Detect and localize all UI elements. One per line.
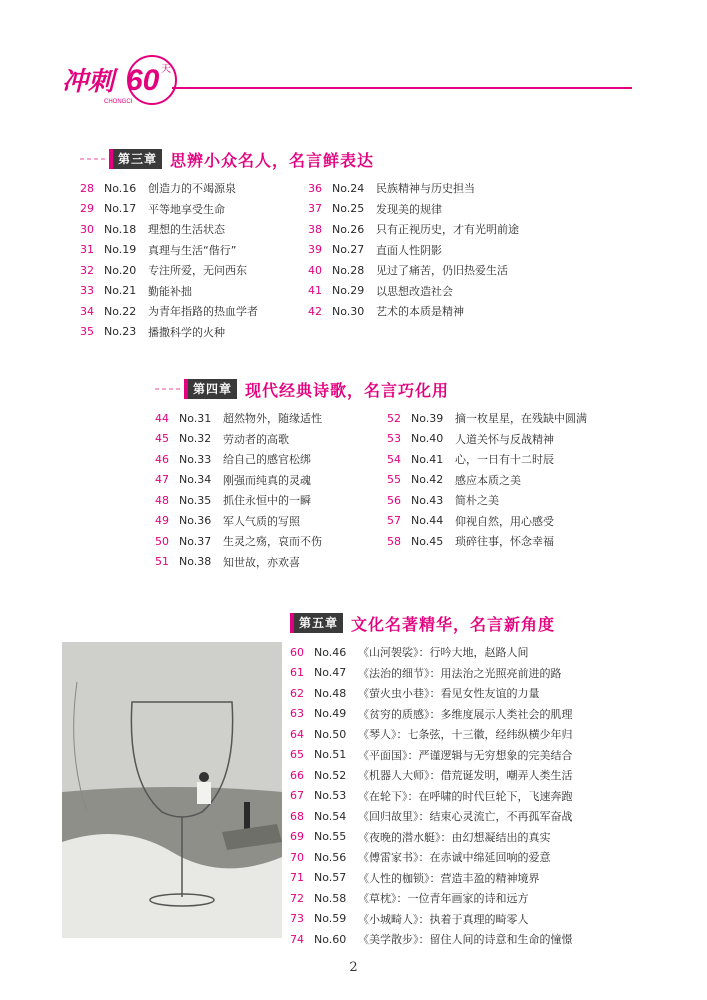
- toc-number: No.57: [314, 871, 347, 885]
- toc-title: 平等地享受生命: [148, 202, 225, 216]
- toc-title: 创造力的不竭源泉: [148, 182, 236, 196]
- toc-page: 51: [155, 555, 169, 569]
- toc-page: 29: [80, 202, 94, 216]
- toc-page: 64: [290, 727, 304, 741]
- toc-entry[interactable]: [290, 786, 573, 807]
- toc-page: 40: [308, 263, 322, 277]
- toc-entry[interactable]: [290, 909, 573, 930]
- toc-title: 超然物外，随缘适性: [223, 412, 322, 426]
- toc-entry[interactable]: [308, 199, 519, 220]
- toc-title: 摘一枚星星，在残缺中圆满: [455, 412, 587, 426]
- toc-page: 73: [290, 912, 304, 926]
- toc-page: 41: [308, 284, 322, 298]
- toc-page: 32: [80, 263, 94, 277]
- toc-page: 72: [290, 891, 304, 905]
- toc-entry[interactable]: [155, 490, 387, 511]
- toc-title: 《美学散步》：留住人间的诗意和生命的憧憬: [358, 933, 573, 947]
- toc-page: 42: [308, 304, 322, 318]
- toc-title: 《傅雷家书》：在赤诚中绵延回响的爱意: [358, 851, 551, 865]
- toc-number: No.55: [314, 830, 347, 844]
- toc-page: 67: [290, 789, 304, 803]
- toc-entry[interactable]: [290, 765, 573, 786]
- wine-glass-illustration: [62, 642, 282, 938]
- toc-title: 专注所爱，无问西东: [148, 264, 247, 278]
- toc-entry[interactable]: [155, 511, 387, 532]
- toc-title: 刚强而纯真的灵魂: [223, 473, 311, 487]
- toc-entry[interactable]: [155, 470, 387, 491]
- toc-entry[interactable]: [290, 827, 573, 848]
- toc-entry[interactable]: [290, 724, 573, 745]
- toc-number: No.41: [411, 452, 444, 466]
- toc-title: 艺术的本质是精神: [376, 305, 464, 319]
- chapter-3: [80, 146, 519, 342]
- toc-number: No.39: [411, 411, 444, 425]
- toc-entry[interactable]: [155, 408, 387, 429]
- toc-entry[interactable]: [387, 531, 587, 552]
- toc-title: 播撒科学的火种: [148, 325, 225, 339]
- toc-entry[interactable]: [155, 552, 387, 573]
- toc-number: No.31: [179, 411, 212, 425]
- toc-number: No.58: [314, 891, 347, 905]
- toc-title: 真理与生活“偕行”: [148, 243, 237, 257]
- toc-number: No.29: [332, 284, 365, 298]
- toc-page: 74: [290, 932, 304, 946]
- toc-entry[interactable]: [308, 178, 519, 199]
- toc-entry[interactable]: [308, 301, 519, 322]
- toc-number: No.44: [411, 514, 444, 528]
- toc-number: No.22: [104, 304, 137, 318]
- toc-page: 37: [308, 202, 322, 216]
- toc-entry[interactable]: [387, 449, 587, 470]
- toc-entry[interactable]: [308, 281, 519, 302]
- toc-entry[interactable]: [387, 511, 587, 532]
- logo-number: 60: [126, 64, 160, 97]
- toc-entry[interactable]: [80, 260, 308, 281]
- chapter-title: 思辨小众名人，名言鲜表达: [170, 150, 375, 170]
- toc-number: No.42: [411, 473, 444, 487]
- chapter-tag: 第三章: [109, 149, 162, 169]
- toc-number: No.37: [179, 534, 212, 548]
- toc-title: 军人气质的写照: [223, 514, 300, 528]
- toc-entry[interactable]: [80, 240, 308, 261]
- toc-title: 见过了痛苦，仍旧热爱生活: [376, 264, 508, 278]
- toc-number: No.51: [314, 748, 347, 762]
- toc-title: 《萤火虫小巷》：看见女性友谊的力量: [358, 687, 540, 701]
- toc-title: 《山河袈裟》：行吟大地，赵路人间: [358, 646, 529, 660]
- toc-number: No.47: [314, 666, 347, 680]
- toc-entry[interactable]: [155, 429, 387, 450]
- toc-title: 人道关怀与反战精神: [455, 432, 554, 446]
- toc-entry[interactable]: [80, 281, 308, 302]
- toc-page: 65: [290, 748, 304, 762]
- logo-unit: 天: [161, 64, 171, 75]
- chapter-tag: 第四章: [184, 379, 237, 399]
- toc-number: No.30: [332, 304, 365, 318]
- toc-entry[interactable]: [80, 199, 308, 220]
- toc-number: No.21: [104, 284, 137, 298]
- toc-page: 44: [155, 411, 169, 425]
- toc-title: 简朴之美: [455, 494, 499, 508]
- toc-entry[interactable]: [80, 301, 308, 322]
- toc-page: 55: [387, 473, 401, 487]
- toc-number: No.17: [104, 202, 137, 216]
- toc-number: No.53: [314, 789, 347, 803]
- toc-entry[interactable]: [155, 449, 387, 470]
- toc-number: No.56: [314, 850, 347, 864]
- toc-title: 《琴人》：七条弦，十三徽，经纬纵横少年归: [358, 728, 573, 742]
- toc-page: 58: [387, 534, 401, 548]
- chapter-title: 文化名著精华，名言新角度: [351, 614, 556, 634]
- toc-title: 《平面国》：严谨逻辑与无穷想象的完美结合: [358, 748, 573, 762]
- toc-title: 《在轮下》：在呼啸的时代巨轮下，飞速奔跑: [358, 789, 573, 803]
- toc-page: 45: [155, 432, 169, 446]
- toc-page: 46: [155, 452, 169, 466]
- toc-number: No.43: [411, 493, 444, 507]
- toc-page: 39: [308, 243, 322, 257]
- toc-entry[interactable]: [290, 929, 573, 950]
- toc-entry[interactable]: [80, 178, 308, 199]
- toc-title: 给自己的感官松绑: [223, 453, 311, 467]
- toc-page: 63: [290, 707, 304, 721]
- toc-page: 69: [290, 830, 304, 844]
- toc-page: 31: [80, 243, 94, 257]
- toc-entry[interactable]: [290, 745, 573, 766]
- toc-entry[interactable]: [290, 642, 573, 663]
- dotted-rule: [80, 158, 105, 160]
- chapter-5: [290, 610, 573, 950]
- page-number: 2: [349, 960, 358, 975]
- toc-page: 30: [80, 222, 94, 236]
- toc-column-left: [80, 178, 308, 342]
- toc-number: No.34: [179, 473, 212, 487]
- toc-number: No.38: [179, 555, 212, 569]
- toc-page: 28: [80, 181, 94, 195]
- logo-sub: CHONGCI: [104, 99, 133, 105]
- toc-number: No.35: [179, 493, 212, 507]
- toc-entry[interactable]: [308, 219, 519, 240]
- toc-title: 心，一日有十二时辰: [455, 453, 554, 467]
- toc-page: 52: [387, 411, 401, 425]
- toc-entry[interactable]: [80, 322, 308, 343]
- series-logo: [60, 50, 180, 110]
- chapter-header: [155, 376, 587, 402]
- toc-entry[interactable]: [80, 219, 308, 240]
- toc-entry[interactable]: [290, 847, 573, 868]
- toc-title: 直面人性阴影: [376, 243, 442, 257]
- toc-page: 60: [290, 645, 304, 659]
- toc-page: 54: [387, 452, 401, 466]
- toc-title: 勤能补拙: [148, 284, 192, 298]
- toc-entry[interactable]: [387, 490, 587, 511]
- toc-entry[interactable]: [290, 806, 573, 827]
- toc-number: No.46: [314, 645, 347, 659]
- toc-number: No.60: [314, 932, 347, 946]
- toc-page: 34: [80, 304, 94, 318]
- toc-column-right: [308, 178, 519, 342]
- toc-title: 民族精神与历史担当: [376, 182, 475, 196]
- toc-page: 56: [387, 493, 401, 507]
- toc-title: 发现美的规律: [376, 202, 442, 216]
- toc-title: 感应本质之美: [455, 473, 521, 487]
- toc-entry[interactable]: [308, 240, 519, 261]
- toc-title: 生灵之殇，哀而不伤: [223, 535, 322, 549]
- toc-number: No.28: [332, 263, 365, 277]
- toc-page: 50: [155, 534, 169, 548]
- chapter-header: [290, 610, 573, 636]
- toc-number: No.27: [332, 243, 365, 257]
- toc-number: No.59: [314, 912, 347, 926]
- toc-entry[interactable]: [387, 408, 587, 429]
- toc-number: No.16: [104, 181, 137, 195]
- toc-page: 49: [155, 514, 169, 528]
- toc-page: 38: [308, 222, 322, 236]
- toc-column-left: [155, 408, 387, 572]
- toc-number: No.20: [104, 263, 137, 277]
- toc-number: No.50: [314, 727, 347, 741]
- toc-entry[interactable]: [308, 260, 519, 281]
- chapter-tag: 第五章: [290, 613, 343, 633]
- toc-entry[interactable]: [387, 470, 587, 491]
- toc-title: 劳动者的高歌: [223, 432, 289, 446]
- toc-number: No.49: [314, 707, 347, 721]
- chapter-header: [80, 146, 519, 172]
- toc-page: 48: [155, 493, 169, 507]
- toc-entry[interactable]: [290, 663, 573, 684]
- header-rule: [172, 87, 632, 89]
- toc-number: No.26: [332, 222, 365, 236]
- toc-page: 33: [80, 284, 94, 298]
- toc-title: 《机器人大师》：借荒诞发明，嘲弄人类生活: [358, 769, 573, 783]
- chapter-4: [155, 376, 587, 572]
- toc-number: No.45: [411, 534, 444, 548]
- logo-main: 冲刺: [62, 66, 115, 96]
- toc-column-right: [387, 408, 587, 572]
- toc-entry[interactable]: [290, 888, 573, 909]
- toc-column-left: [290, 642, 573, 950]
- toc-number: No.52: [314, 768, 347, 782]
- toc-page: 36: [308, 181, 322, 195]
- toc-title: 琐碎往事，怀念幸福: [455, 535, 554, 549]
- toc-number: No.18: [104, 222, 137, 236]
- toc-title: 仰视自然，用心感受: [455, 514, 554, 528]
- toc-page: 71: [290, 871, 304, 885]
- toc-page: 47: [155, 473, 169, 487]
- toc-page: 57: [387, 514, 401, 528]
- toc-title: 《夜晚的潜水艇》：由幻想凝结出的真实: [358, 830, 551, 844]
- toc-page: 62: [290, 686, 304, 700]
- toc-title: 《小城畸人》：执着于真理的畸零人: [358, 912, 529, 926]
- toc-number: No.32: [179, 432, 212, 446]
- toc-title: 《人性的枷锁》：营造丰盈的精神境界: [358, 871, 540, 885]
- toc-title: 《贫穷的质感》：多维度展示人类社会的肌理: [358, 707, 573, 721]
- toc-number: No.54: [314, 809, 347, 823]
- dotted-rule: [155, 388, 180, 390]
- toc-page: 53: [387, 432, 401, 446]
- toc-title: 抓住永恒中的一瞬: [223, 494, 311, 508]
- toc-number: No.19: [104, 243, 137, 257]
- toc-entry[interactable]: [290, 704, 573, 725]
- toc-number: No.40: [411, 432, 444, 446]
- toc-title: 《草枕》：一位青年画家的诗和远方: [358, 892, 529, 906]
- toc-page: 61: [290, 666, 304, 680]
- toc-title: 《回归故里》：结束心灵流亡，不再孤军奋战: [358, 810, 573, 824]
- toc-number: No.33: [179, 452, 212, 466]
- toc-title: 只有正视历史，才有光明前途: [376, 223, 519, 237]
- toc-title: 理想的生活状态: [148, 223, 225, 237]
- chapter-title: 现代经典诗歌，名言巧化用: [245, 380, 450, 400]
- toc-title: 以思想改造社会: [376, 284, 453, 298]
- toc-number: No.36: [179, 514, 212, 528]
- toc-number: No.23: [104, 325, 137, 339]
- toc-entry[interactable]: [290, 868, 573, 889]
- toc-title: 为青年指路的热血学者: [148, 305, 258, 319]
- toc-number: No.24: [332, 181, 365, 195]
- toc-entry[interactable]: [387, 429, 587, 450]
- toc-entry[interactable]: [290, 683, 573, 704]
- toc-page: 68: [290, 809, 304, 823]
- toc-page: 66: [290, 768, 304, 782]
- toc-number: No.48: [314, 686, 347, 700]
- toc-page: 35: [80, 325, 94, 339]
- toc-page: 70: [290, 850, 304, 864]
- toc-entry[interactable]: [155, 531, 387, 552]
- toc-title: 《法治的细节》：用法治之光照亮前进的路: [358, 666, 562, 680]
- toc-title: 知世故，亦欢喜: [223, 555, 300, 569]
- toc-number: No.25: [332, 202, 365, 216]
